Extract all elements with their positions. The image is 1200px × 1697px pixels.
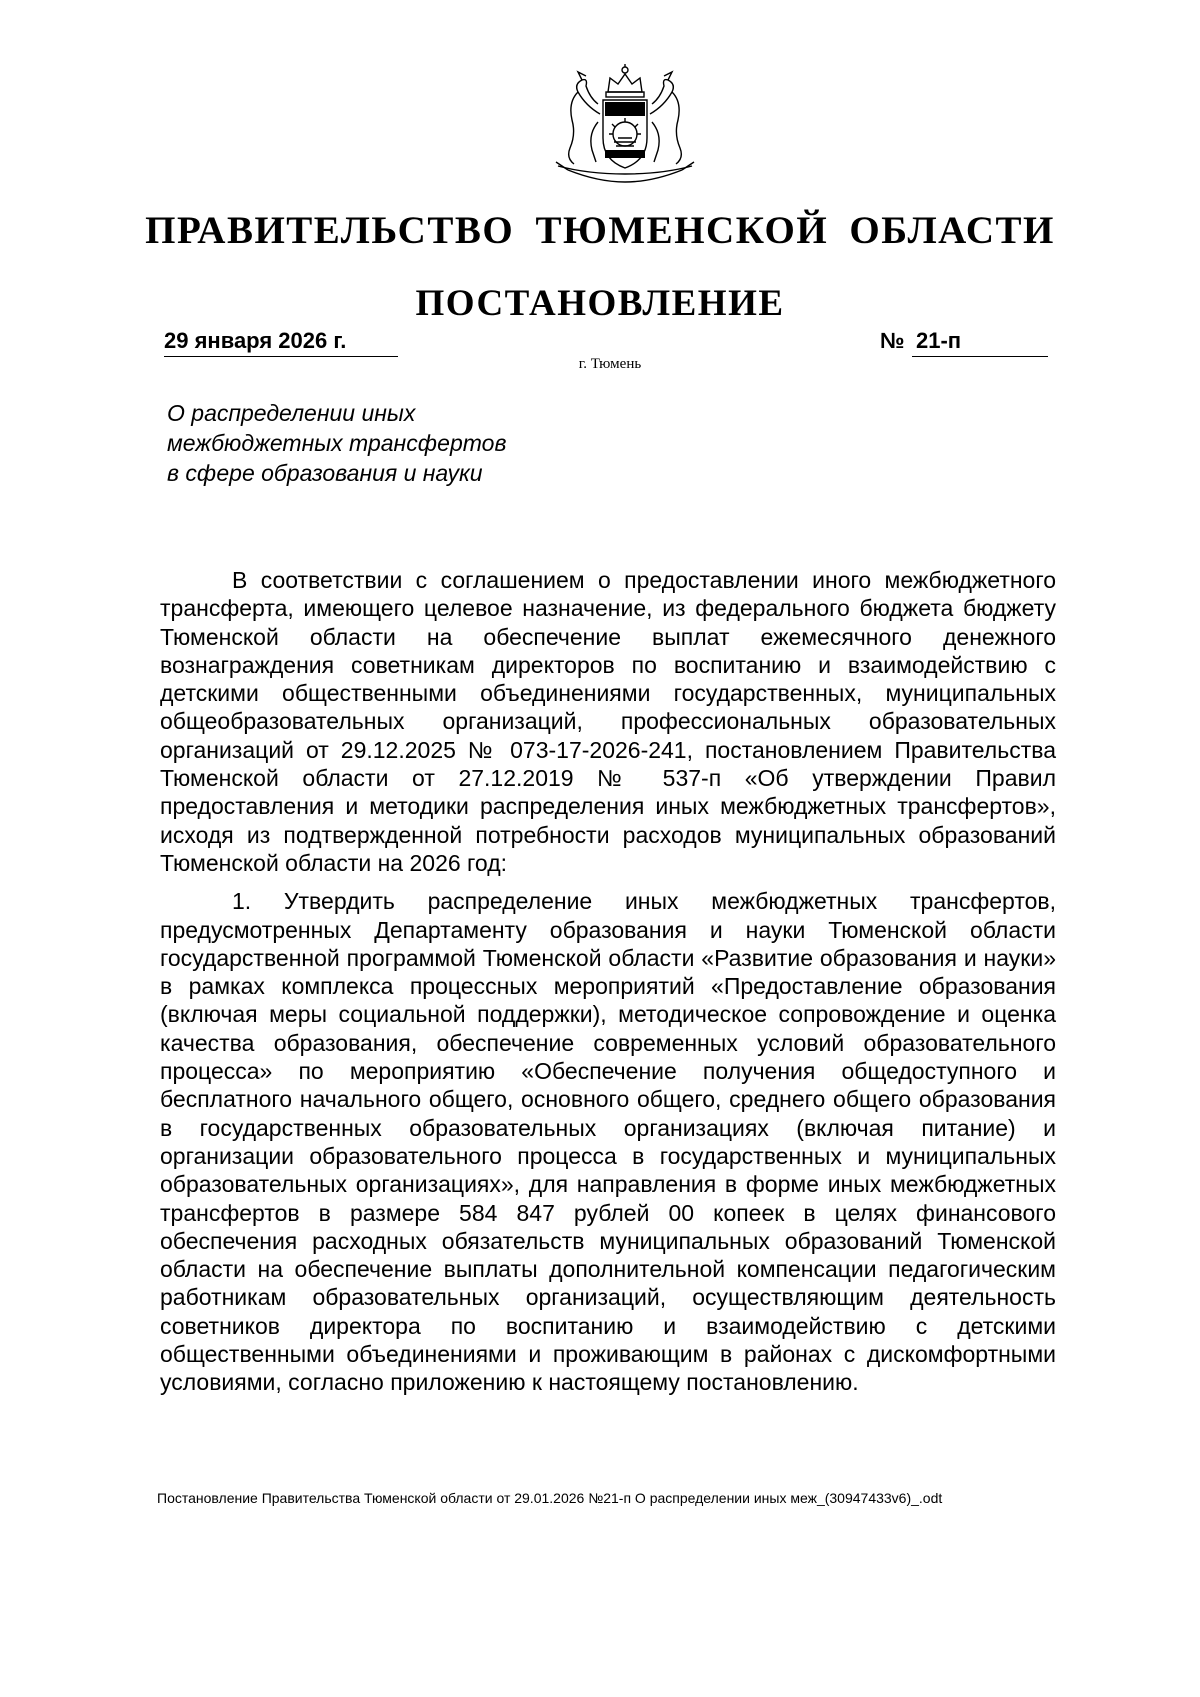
preamble-paragraph: В соответствии с соглашением о предоставлении иного межбюджетного трансферта, имеющего целевое назначение, из федерального бюджета бюджету Тюменской области на обеспечение выплат ежемесячного денежного вознаграждения советникам директоров по воспитанию и взаимодействию с детскими общественными объединениями государственных, муниципальных общеобразовательных организаций, профессиональных образовательных организаций от 29.12.2025 № 073-17-2026-241, постановлением Правительства Тюменской области от 27.12.2019 № 537-п «Об утверждении Правил предоставления и методики распределения иных межбюджетных трансфертов», исходя из подтвержденной потребности расходов муниципальных образований Тюменской области на 2026 год: [160,567,1056,876]
file-footer: Постановление Правительства Тюменской области от 29.01.2026 №21-п О распределении иных меж_(30947433v6)_.odt [157,1490,943,1506]
city-label: г. Тюмень [578,356,642,372]
subject-line: в сфере образования и науки [167,460,483,486]
document-date: 29 января 2026 г. [164,328,398,357]
organization-title: ПРАВИТЕЛЬСТВО ТЮМЕНСКОЙ ОБЛАСТИ [145,209,1055,252]
clause-paragraph: 1. Утвердить распределение иных межбюджетных трансфертов, предусмотренных Департаменту образования и науки Тюменской области государственной программой Тюменской области «Развитие образования и науки» в рамках комплекса процессных мероприятий «Предоставление образования (включая меры социальной поддержки), методическое сопровождение и оценка качества образования, обеспечение современных условий образовательного процесса» по мероприятию «Обеспечение получения общедоступного и бесплатного начального общего, основного общего, среднего общего образования в государственных образовательных организациях (включая питание) и организации образовательного процесса в государственных и муниципальных образовательных организациях», для направления в форме иных межбюджетных трансфертов в размере 584 847 рублей 00 копеек в целях финансового обеспечения расходных обязательств муниципальных образований Тюменской области на обеспечение выплаты дополнительной компенсации педагогическим работникам образовательных организаций, осуществляющим деятельность советников директора по воспитанию и взаимодействию с детскими общественными объединениями и проживающим в районах с дискомфортными условиями, согласно приложению к настоящему постановлению. [160,888,1056,1396]
coat-of-arms-icon [548,62,702,186]
document-number: 21-п [912,328,1048,357]
document-body [160,566,1056,1397]
number-sign: № [880,328,905,353]
document-subject [167,398,587,488]
subject-line: межбюджетных трансфертов [167,430,507,456]
document-number-field [880,328,1048,357]
subject-line: О распределении иных [167,400,416,426]
document-type-heading: ПОСТАНОВЛЕНИЕ [415,283,785,324]
